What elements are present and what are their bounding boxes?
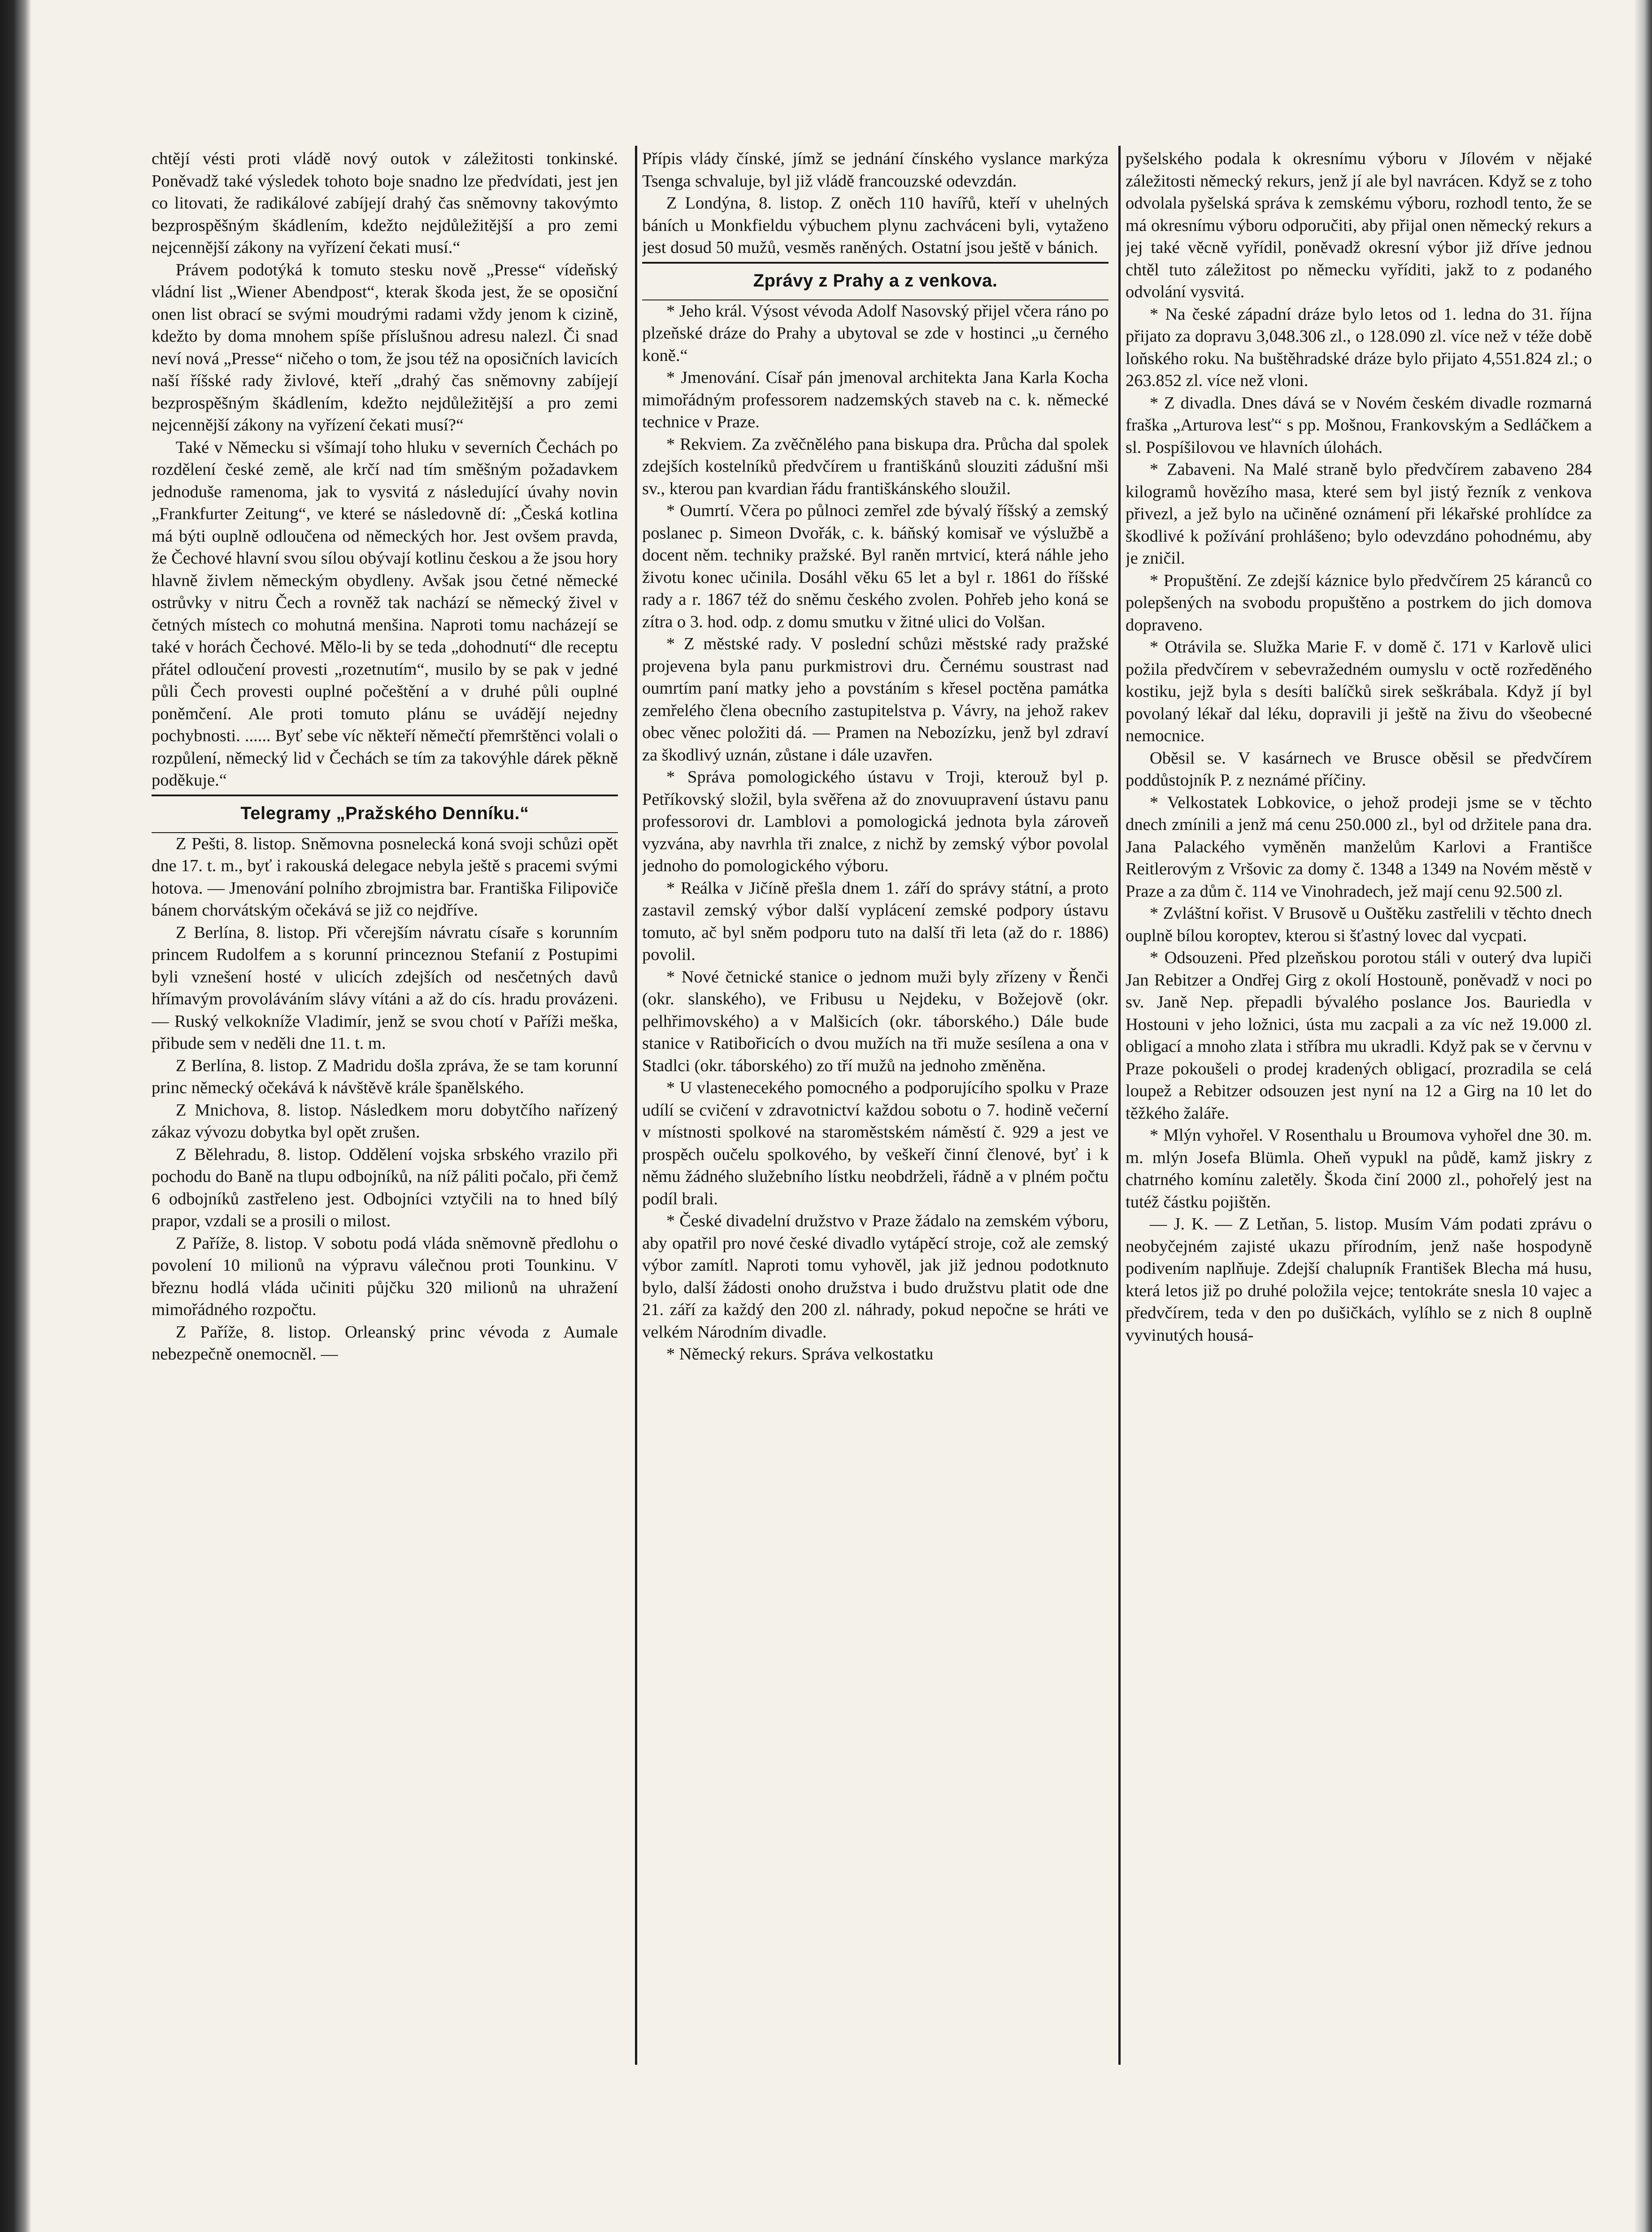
section-divider xyxy=(152,795,618,796)
column-3 xyxy=(1126,148,1592,2193)
news-item: * Propuštění. Ze zdejší káznice bylo předvčírem 25 káranců co polepšených na svobodu propuštěno a postrkem do jich domova dopraveno. xyxy=(1126,571,1592,634)
section-heading-prague-news: Zprávy z Prahy a z venkova. xyxy=(753,270,998,291)
column-1 xyxy=(152,148,618,2193)
news-item: * U vlastenecekého pomocného a podporujícího spolku v Praze udílí se cvičení v zdravotnictví každou sobotu o 7. hodině večerní v místnosti spolkové na staroměstském náměstí č. 929 a jest ve prospěch oučelu spolkového, by veškeří činní členové, byť i k němu žádného služebního lístku neobdrželi, řádně a v plném počtu podíl brali. xyxy=(642,1078,1109,1208)
news-item: Z Mnichova, 8. listop. Následkem moru dobytčího nařízený zákaz vývozu dobytka byl opět zrušen. xyxy=(152,1100,618,1142)
news-item: * České divadelní družstvo v Praze žádalo na zemském výboru, aby opatřil pro nové české divadlo vytápěcí stroje, což ale zemský výbor zamítl. Naproti tomu vyhověl, jak již jednou podotknuto bylo, další žádosti onoho družstva i budo družstvu platit ode dne 21. září za každý den 200 zl. náhrady, pokud nepočne se hráti ve velkém Národním divadle. xyxy=(642,1212,1109,1342)
news-item: Z Bělehradu, 8. listop. Oddělení vojska srbského vrazilo při pochodu do Baně na tlupu odbojníků, na níž páliti počalo, při čemž 6 odbojníků zastřeleno jest. Odbojníci vztyčili na to hned bílý prapor, vzdali se a prosili o milost. xyxy=(152,1145,618,1230)
news-item: Z Berlína, 8. listop. Při včerejším návratu císaře s korunním princem Rudolfem a s korunní princeznou Stefanií z Postupimi byli vznešení hosté v ulicích zdejších od nesčetných davů hřímavým provoláváním slávy vítáni a až do cís. hradu provázeni. — Ruský velkokníže Vladimír, jenž se svou chotí v Paříži meška, přibude sem v neděli dne 11. t. m. xyxy=(152,923,618,1053)
section-divider xyxy=(642,262,1109,264)
news-item: Z Berlína, 8. listop. Z Madridu došla zpráva, že se tam korunní princ německý očekává k návštěvě krále španělského. xyxy=(152,1056,618,1097)
news-item: Přípis vlády čínské, jímž se jednání čínského vyslance markýza Tsenga schvaluje, byl již vládě francouzské odevzdán. xyxy=(642,149,1109,191)
news-item: * Reálka v Jičíně přešla dnem 1. září do správy státní, a proto zastavil zemský výbor další vyplácení zemské podpory ústavu tomuto, ač byl sněm podporu tuto na další tři leta (až do r. 1886) povolil. xyxy=(642,878,1109,964)
column-rule-2 xyxy=(1118,146,1121,2065)
news-item: Oběsil se. V kasárnech ve Brusce oběsil se předvčírem poddůstojník P. z neznámé příčiny. xyxy=(1126,748,1592,790)
news-item: * Jmenování. Císař pán jmenoval architekta Jana Karla Kocha mimořádným professorem nadzemských staveb na c. k. německé technice v Praze. xyxy=(642,368,1109,431)
news-item: * Rekviem. Za zvěčnělého pana biskupa dra. Průcha dal spolek zdejších kostelníků předvčírem u františkánů slouziti zádušní mši sv., kterou pan kvardian řádu františkánského sloužil. xyxy=(642,434,1109,498)
news-item: Z Paříže, 8. listop. V sobotu podá vláda sněmovně předlohu o povolení 10 milionů na výpravu válečnou proti Tounkinu. V březnu hodlá vláda učiniti půjčku 320 milionů na uhražení mimořádného rozpočtu. xyxy=(152,1233,618,1319)
news-item: * Zvláštní kořist. V Brusově u Ouštěku zastřelili v těchto dnech ouplně bílou koroptev, kterou si šťastný lovec dal vycpati. xyxy=(1126,904,1592,945)
news-item: Z Pešti, 8. listop. Sněmovna posnelecká koná svoji schůzi opět dne 17. t. m., byť i rakouská delegace nebyla ještě s pracemi svými hotova. — Jmenování polního zbrojmistra bar. Františka Filipoviče bánem chorvátským očekává se již co nejdříve. xyxy=(152,834,618,920)
news-item: — J. K. — Z Letňan, 5. listop. Musím Vám podati zprávu o neobyčejném zajisté ukazu přírodním, jenž naše hospodyně podivením naplňuje. Zdejší chalupník František Blecha má husu, která letos již po druhé položila vejce; tentokráte snesla 10 vajec a předvčírem, teda v den po dušičkách, vylíhlo se z nich 8 ouplně vyvinutých housá- xyxy=(1126,1215,1592,1345)
news-item: Z Londýna, 8. listop. Z oněch 110 havířů, kteří v uhelných báních u Monkfieldu výbuchem plynu zachváceni byli, vytaženo jest dosud 50 mužů, vesměs raněných. Ostatní jsou ještě v bánich. xyxy=(642,194,1109,257)
news-item: * Velkostatek Lobkovice, o jehož prodeji jsme se v těchto dnech zmínili a jenž má cenu 250.000 zl., byl od držitele pana dra. Jana Palackého vyměněn manželům Karlovi a Františce Reitlerovým z Vršovic za domy č. 1348 a 1349 na Novém městě v Praze a za dům č. 114 ve Vinohradech, jež mají cenu 92.500 zl. xyxy=(1126,793,1592,901)
news-item: Z Paříže, 8. listop. Orleanský princ vévoda z Aumale nebezpečně onemocněl. — xyxy=(152,1322,618,1364)
article-paragraph: Právem podotýká k tomuto stesku nově „Presse“ vídeňský vládní list „Wiener Abendpost“, kterak škoda jest, že se oposiční onen list obrací se svými moudrými radami vždy jenom k cizině, kdežto by doma mnohem spíše příslušnou adresu nalezl. Či snad neví nová „Presse“ ničeho o tom, že jsou též na oposičních lavicích naší říšské rady živlové, kteří „drahý čas sněmovny zabíjejí bezprospěšným škádlením, kdežto nejdůležitější a pro zemi nejcennější zákony na vyřízení čekati musí?“ xyxy=(152,260,618,434)
column-rule-1 xyxy=(635,146,637,2065)
news-item: * Z městské rady. V poslední schůzi městské rady pražské projevena byla panu purkmistrovi dru. Černému soustrast nad oumrtím paní matky jeho a povstáním s křesel poctěna památka zemřelého člena obecního zastupitelstva p. Vávry, na jehož rakev obec věnec položiti dá. — Pramen na Nebozízku, jenž byl zdraví za škodlivý uznán, zůstane i dále uzavřen. xyxy=(642,634,1109,764)
news-item: * Jeho král. Výsost vévoda Adolf Nasovský přijel včera ráno po plzeňské dráze do Prahy a ubytoval se zde v hostinci „u černého koně.“ xyxy=(642,301,1109,365)
news-item: * Otrávila se. Služka Marie F. v domě č. 171 v Karlově ulici požila předvčírem v sebevražedném oumyslu v octě rozředěného kostiku, jejž byla s desíti balíčků sirek seškrábala. Když jí byl povolaný lékař dal léku, dopravili ji ještě na živu do všeobecné nemocnice. xyxy=(1126,638,1592,745)
article-paragraph: chtějí vésti proti vládě nový outok v záležitosti tonkinské. Poněvadž také výsledek tohoto boje snadno lze předvídati, jest jen co litovati, že radikálové zabíjejí drahý čas sněmovny takovýmto bezprospěšným škádlením, kdežto nejdůležitější a pro zemi nejcennější zákony na vyřízení čekati musí.“ xyxy=(152,149,618,257)
news-item: * Oumrtí. Včera po půlnoci zemřel zde bývalý říšský a zemský poslanec p. Simeon Dvořák, c. k. báňský komisař ve výslužbě a docent něm. techniky pražské. Byl raněn mrtvicí, která náhle jeho životu konec učinila. Dosáhl věku 65 let a byl r. 1861 do říšské rady a r. 1867 též do sněmu českého zvolen. Pohřeb jeho koná se zítra o 3. hod. odp. z domu smutku v žitné ulici do Volšan. xyxy=(642,501,1109,631)
news-item: * Německý rekurs. Správa velkostatku xyxy=(666,1345,934,1364)
scan-left-edge xyxy=(0,0,31,2232)
scan-right-edge xyxy=(1634,0,1652,2232)
news-item: * Z divadla. Dnes dává se v Novém českém divadle rozmarná fraška „Arturova lesť“ s pp. Mošnou, Frankovským a Sedláčkem a sl. Pospíšilovou ve hlavních úlohách. xyxy=(1126,393,1592,457)
column-2 xyxy=(642,148,1109,2193)
section-heading-telegrams: Telegramy „Pražského Denníku.“ xyxy=(240,803,529,823)
news-item: * Nové četnické stanice o jednom muži byly zřízeny v Řenči (okr. slanského), ve Fribusu u Nejdeku, v Božejově (okr. pelhřimovského) a v Malšicích (okr. táborského.) Dále bude stanice v Ratibořicích o dvou mužích na tři muže sesílena a ona v Stadlci (okr. táborského) zo tří mužů na jednoho změněna. xyxy=(642,967,1109,1075)
news-item: * Správa pomologického ústavu v Troji, kterouž byl p. Petříkovský složil, byla svěřena až do znovuupravení ústavu panu professorovi dr. Lamblovi a pomologická jednota byla zároveň vyzvána, aby navrhla tři znalce, z nichž by zemský výbor povolal jednoho do pomologického výboru. xyxy=(642,768,1109,875)
news-item: * Zabaveni. Na Malé straně bylo předvčírem zabaveno 284 kilogramů hovězího masa, které sem byl jistý řezník z venkova přivezl, a jež bylo na učiněné oznámení při lékařské prohlídce za škodlivé k požívání prohlášeno; bylo odevzdáno pohodnému, aby je zničil. xyxy=(1126,460,1592,568)
news-item: * Mlýn vyhořel. V Rosenthalu u Broumova vyhořel dne 30. m. m. mlýn Josefa Blümla. Oheň vypukl na půdě, kamž jiskry z chatrného komínu zaletěly. Škoda činí 2000 zl., pohořelý jest na tutéž částku pojištěn. xyxy=(1126,1126,1592,1212)
news-item: * Odsouzeni. Před plzeňskou porotou stáli v outerý dva lupiči Jan Rebitzer a Ondřej Girg z okolí Hostouně, poněvadž v noci po sv. Janě Nep. přepadli bývalého poslance Jos. Bauriedla v Hostouni v jeho ložnici, ústa mu zacpali a za víc než 19.000 zl. obligací a mnoho zlata i stříbra mu ukradli. Když pak se v červnu v Praze pokoušeli o prodej kradených obligací, prozradila se celá loupež a Rebitzer odsouzen jest nyní na 12 a Girg na 10 let do těžkého žaláře. xyxy=(1126,948,1592,1123)
news-item: * Na české západní dráze bylo letos od 1. ledna do 31. října přijato za dopravu 3,048.306 zl., o 128.090 zl. více než v téže době loňského roku. Na buštěhradské dráze bylo přijato 4,551.824 zl.; o 263.852 zl. více než vloni. xyxy=(1126,304,1592,390)
news-item: pyšelského podala k okresnímu výboru v Jílovém v nějaké záležitosti německý rekurs, jenž jí ale byl navrácen. Když se z toho odvolala pyšelská správa k zemskému výboru, rozhodl tento, že se má okresnímu výboru odporučiti, aby přijal onen německý rekurs a jej také věcně vyřídil, poněvadž okresní výbor již dříve jednou chtěl tuto záležitost po německu vyříditi, jakž to z podaného odvolání vysvitá. xyxy=(1126,149,1592,301)
article-paragraph: Také v Německu si všímají toho hluku v severních Čechách po rozdělení české země, ale krčí nad tím směšným požadavkem jednoduše ramenoma, jak to vysvitá z následující úvahy novin „Frankfurter Zeitung“, ve které se následovně dí: „Česká kotlina má býti ouplně odloučena od německých hor. Jest ovšem pravda, že Čechové hlavní svou sílou obývají kotlinu českou a že jsou hory hlavně živlem německým obydleny. Avšak jsou četné německé ostrůvky v nitru Čech a rovněž tak nachází se německý živel v četných místech co mohutná menšina. Naproti tomu nacházejí se také v horách Čechové. Mělo-li by se teda „dohodnutí“ dle receptu přátel odloučení provesti „rozetnutím“, musilo by se pak v jedné půli Čech provesti ouplné počeštění a v druhé půli ouplné poněmčení. Ale proti tomuto plánu se uvádějí nejedny pochybnosti. ...... Byť sebe víc někteří němečtí přemrštěnci volali o rozpůlení, německý lid v Čechách se tím za takovýhle dárek pěkně poděkuje.“ xyxy=(152,438,618,790)
